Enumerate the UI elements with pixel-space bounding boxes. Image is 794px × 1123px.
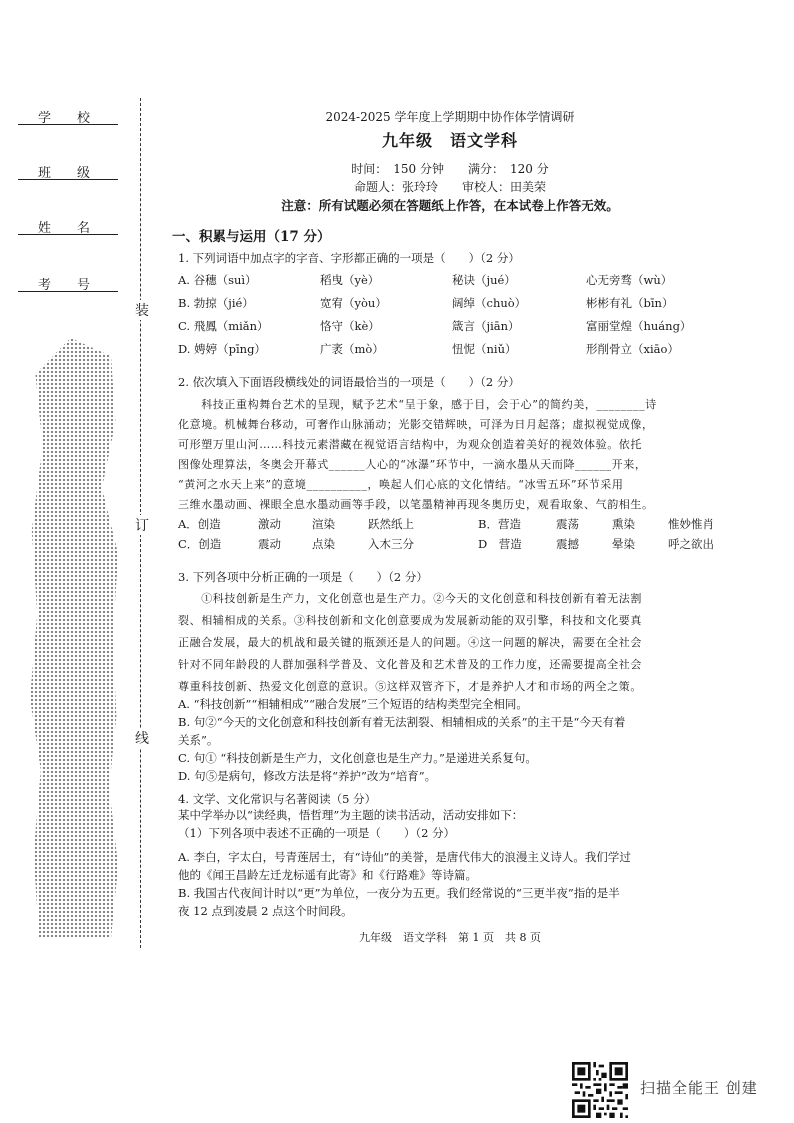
q2-opt-b-1: B．营造 <box>478 517 521 531</box>
section-title: 一、积累与运用（17 分） <box>172 229 331 245</box>
page-footer: 九年级 语文学科 第 1 页 共 8 页 <box>359 931 541 944</box>
q3-line: 裂、相辅相成的关系。③科技创新和文化创意要成为发展新动能的双引擎，科技和文化要真 <box>178 614 642 627</box>
q1-a-4: 心无旁骛（wù） <box>586 273 673 287</box>
q1-b-4: 彬彬有礼（bīn） <box>586 296 674 310</box>
q4-intro: 某中学举办以“读经典，悟哲理”为主题的读书活动，活动安排如下： <box>178 808 524 822</box>
exam-authors: 命题人：张玲玲 审校人：田美荣 <box>353 180 546 194</box>
q2-line: 科技正重构舞台艺术的呈现，赋予艺术“呈于象，感于目，会于心”的简约美，________诗 <box>178 398 657 411</box>
q3-option-b-cont: 关系”。 <box>178 733 219 747</box>
q3-line: 尊重科技创新、热爱文化创意的意识。⑤这样双管齐下，才是养护人才和市场的两全之策。 <box>178 680 642 693</box>
q2-opt-c-4: 入木三分 <box>368 537 414 551</box>
exam-number-line <box>18 291 118 292</box>
q1-c-1: C. 飛鳳（miǎn） <box>178 319 269 333</box>
scan-halftone-shadow <box>30 338 120 938</box>
q4-line: 他的《闻王昌龄左迁龙标遥有此寄》和《行路难》等诗篇。 <box>178 868 477 882</box>
q2-line: 图像处理算法，冬奥会开幕式______人心的“冰瀑”环节中，一滴水墨从天而降______开来， <box>178 458 647 471</box>
q2-stem: 2. 依次填入下面语段横线处的词语最恰当的一项是（ ）（2 分） <box>178 375 520 389</box>
exam-number-label: 考号 <box>38 278 117 293</box>
q4-sub1: （1）下列各项中表述不正确的一项是（ ）（2 分） <box>178 826 456 840</box>
q1-a-3: 秘诀（jué） <box>452 273 516 287</box>
binding-char-zhuang: 装 <box>134 300 150 320</box>
q2-opt-a-1: A．创造 <box>178 517 221 531</box>
class-label: 班级 <box>38 166 117 181</box>
q1-c-2: 恪守（kè） <box>320 319 380 333</box>
q1-a-2: 稻曳（yè） <box>320 273 380 287</box>
q4-line: B. 我国古代夜间计时以“更”为单位，一夜分为五更。我们经常说的“三更半夜”指的是半 <box>178 886 620 900</box>
name-label: 姓名 <box>38 221 117 236</box>
q3-line: 针对不同年龄段的人群加强科学普及、文化普及和艺术普及的工作力度，还需要提高全社会 <box>178 658 642 671</box>
camscanner-watermark: 扫描全能王 创建 <box>640 1079 758 1097</box>
page-title: 九年级 语文学科 <box>381 131 518 150</box>
q1-c-3: 箴言（jiān） <box>452 319 520 333</box>
q3-option-d: D. 句⑤是病句，修改方法是将“养护”改为“培育”。 <box>178 769 437 783</box>
q1-b-2: 宽宥（yòu） <box>320 296 387 310</box>
class-line <box>18 179 118 180</box>
school-field <box>18 105 118 125</box>
q1-b-3: 阔绰（chuò） <box>452 296 527 310</box>
q2-opt-b-4: 惟妙惟肖 <box>668 517 714 531</box>
q4-line: 夜 12 点到凌晨 2 点这个时间段。 <box>178 904 353 918</box>
school-label: 学校 <box>38 111 117 126</box>
q1-b-1: B. 勃掠（jié） <box>178 296 254 310</box>
q2-opt-a-2: 激动 <box>258 517 281 531</box>
qr-code-icon <box>572 1062 628 1118</box>
q2-opt-a-4: 跃然纸上 <box>368 517 414 531</box>
q3-stem: 3. 下列各项中分析正确的一项是（ ）（2 分） <box>178 570 428 584</box>
q4-line: A. 李白，字太白，号青莲居士，有“诗仙”的美誉，是唐代伟大的浪漫主义诗人。我们学过 <box>178 850 631 864</box>
exam-notice: 注意：所有试题必须在答题纸上作答，在本试卷上作答无效。 <box>281 198 619 213</box>
q2-opt-c-2: 震动 <box>258 537 281 551</box>
q1-stem: 1. 下列词语中加点字的字音、字形都正确的一项是（ ）（2 分） <box>178 251 520 265</box>
name-field <box>18 215 118 235</box>
q1-d-1: D. 娉婷（pīng） <box>178 342 266 356</box>
school-line <box>18 124 118 125</box>
q1-a-1: A. 谷穗（suì） <box>178 273 257 287</box>
q2-opt-c-3: 点染 <box>312 537 335 551</box>
q3-option-c: C. 句① “科技创新是生产力，文化创意也是生产力。”是递进关系复句。 <box>178 751 537 765</box>
binding-char-ding: 订 <box>134 515 150 535</box>
binding-char-xian: 线 <box>134 728 150 748</box>
q2-line: 可形塑万里山河……科技元素潜藏在视觉语言结构中，为观众创造着美好的视效体验。依托 <box>178 438 642 451</box>
q2-opt-b-2: 震荡 <box>556 517 579 531</box>
q2-line: 三维水墨动画、裸眼全息水墨动画等手段，以笔墨精神再现冬奥历史，观看取象、气韵相生。 <box>178 498 654 511</box>
q2-line: “黄河之水天上来”的意境__________，唤起人们心底的文化情结。“冰雪五环”环节采用 <box>178 478 624 491</box>
q1-d-4: 形削骨立（xiāo） <box>586 342 679 356</box>
class-field <box>18 160 118 180</box>
q2-opt-c-1: C．创造 <box>178 537 222 551</box>
q2-line: 化意境。机械舞台移动，可奢作山脉涌动；光影交错辉映，可泽为日月起落；虚拟视觉成像， <box>178 418 654 431</box>
exam-number-field <box>18 272 118 292</box>
q3-option-a: A. “科技创新”“相辅相成”“融合发展”三个短语的结构类型完全相同。 <box>178 697 528 711</box>
exam-year-title: 2024-2025 学年度上学期期中协作体学情调研 <box>325 110 575 124</box>
q2-opt-b-3: 熏染 <box>612 517 635 531</box>
q3-line: 正融合发展，最大的机战和最关键的瓶颈还是人的问题。④这一问题的解决，需要在全社会 <box>178 636 642 649</box>
q2-opt-d-4: 呼之欲出 <box>668 537 714 551</box>
q3-line: ①科技创新是生产力，文化创意也是生产力。②今天的文化创意和科技创新有着无法割 <box>178 592 642 605</box>
name-line <box>18 234 118 235</box>
q2-opt-d-2: 震撼 <box>556 537 579 551</box>
q2-opt-d-1: D 营造 <box>478 537 522 551</box>
q1-d-3: 忸怩（niǔ） <box>452 342 517 356</box>
q1-c-4: 富丽堂煌（huáng） <box>586 319 692 333</box>
exam-time-score: 时间： 150 分钟 满分： 120 分 <box>351 162 549 176</box>
q2-opt-d-3: 晕染 <box>612 537 635 551</box>
q1-d-2: 广袤（mò） <box>320 342 384 356</box>
q3-option-b: B. 句②“今天的文化创意和科技创新有着无法割裂、相辅相成的关系”的主干是“今天有着 <box>178 715 626 729</box>
q2-opt-a-3: 渲染 <box>312 517 335 531</box>
q4-title: 4. 文学、文化常识与名著阅读（5 分） <box>178 792 377 806</box>
